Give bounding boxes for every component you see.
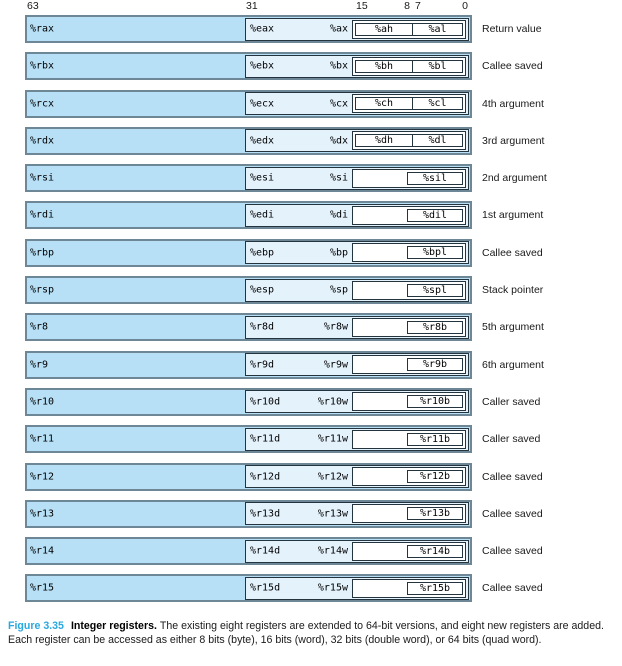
- register-byte-box: [407, 507, 463, 520]
- register-16bit-box: [352, 430, 466, 449]
- register-row: [25, 425, 541, 453]
- register-16bit-label: %sp: [329, 284, 348, 296]
- register-16bit-box: [352, 57, 466, 76]
- register-64bit-label: %r8: [30, 321, 49, 333]
- register-16bit-label: %r8w: [323, 321, 348, 333]
- register-16bit-label: %ax: [329, 23, 348, 35]
- register-16bit-label: %r11w: [317, 433, 348, 445]
- register-16bit-label: %di: [329, 209, 348, 221]
- register-64bit-label: %r14: [30, 545, 55, 557]
- register-row: [25, 127, 545, 155]
- bit-label-0: 0: [462, 0, 468, 12]
- register-byte-box: [355, 134, 463, 147]
- register-64bit-label: %rbp: [30, 247, 55, 259]
- register-description: Stack pointer: [482, 284, 544, 297]
- low-byte-label: %r10b: [419, 396, 451, 408]
- low-byte-label: %dl: [428, 135, 447, 147]
- register-32bit-label: %r10d: [250, 396, 281, 408]
- register-64bit-label: %r11: [30, 433, 55, 445]
- register-64bit-label: %rdx: [30, 135, 55, 147]
- register-description: 2nd argument: [482, 172, 547, 185]
- register-16bit-box: [352, 355, 466, 374]
- register-16bit-box: [352, 94, 466, 113]
- register-16bit-box: [352, 467, 466, 486]
- register-16bit-label: %bx: [329, 60, 348, 72]
- low-byte-label: %dil: [422, 209, 448, 221]
- register-description: Callee saved: [482, 545, 543, 558]
- register-16bit-box: [352, 318, 466, 337]
- high-byte-cell: [356, 135, 413, 146]
- register-16bit-box: [352, 169, 466, 188]
- register-64bit-label: %r9: [30, 359, 49, 371]
- register-row: [25, 164, 547, 192]
- register-description: 6th argument: [482, 358, 544, 371]
- register-32bit-label: %r15d: [250, 582, 281, 594]
- low-byte-label: %r8b: [422, 321, 448, 333]
- register-byte-box: [407, 470, 463, 483]
- register-16bit-label: %r9w: [323, 359, 348, 371]
- low-byte-label: %bpl: [422, 247, 448, 259]
- low-byte-label: %bl: [428, 60, 447, 72]
- register-32bit-label: %ebx: [250, 60, 275, 72]
- register-row: [25, 201, 544, 229]
- low-byte-cell: [413, 98, 462, 109]
- figure-caption-text: The existing eight registers are extended to 64-bit versions, and eight new registers are added. Each register can be accessed as either 8 bits (byte), 16 bits (word), 32 bits (double word), or 64 bits (quad word).: [8, 620, 604, 647]
- low-byte-label: %cl: [428, 98, 447, 110]
- register-byte-box: [355, 60, 463, 73]
- bit-label-31: 31: [246, 0, 258, 12]
- register-rows: [25, 15, 547, 612]
- register-16bit-box: [352, 504, 466, 523]
- register-description: 4th argument: [482, 97, 544, 110]
- register-32bit-label: %esp: [250, 284, 275, 296]
- low-byte-label: %r11b: [419, 433, 451, 445]
- register-description: Return value: [482, 23, 542, 35]
- register-16bit-label: %cx: [329, 98, 348, 110]
- register-32bit-label: %r9d: [250, 359, 275, 371]
- register-32bit-label: %r14d: [250, 545, 281, 557]
- register-32bit-label: %r11d: [250, 433, 281, 445]
- register-32bit-label: %ebp: [250, 247, 275, 259]
- register-32bit-label: %r13d: [250, 508, 281, 520]
- register-64bit-label: %rax: [30, 23, 55, 35]
- register-row: [25, 15, 542, 43]
- register-32bit-label: %edi: [250, 209, 275, 221]
- register-32bit-label: %edx: [250, 135, 275, 147]
- register-64bit-label: %rsp: [30, 284, 55, 296]
- register-description: Callee saved: [482, 246, 543, 259]
- figure-caption: [8, 619, 616, 647]
- register-row: [25, 500, 543, 528]
- register-description: Callee saved: [482, 507, 543, 520]
- high-byte-cell: [356, 98, 413, 109]
- register-row: [25, 52, 543, 80]
- register-16bit-label: %r15w: [317, 582, 348, 594]
- register-byte-box: [407, 284, 463, 297]
- register-description: Caller saved: [482, 395, 541, 408]
- register-byte-box: [407, 246, 463, 259]
- high-byte-label: %dh: [374, 135, 394, 147]
- register-row: [25, 463, 543, 491]
- register-byte-box: [407, 395, 463, 408]
- register-row: [25, 537, 543, 565]
- low-byte-cell: [413, 61, 462, 72]
- register-16bit-label: %r10w: [317, 396, 348, 408]
- low-byte-label: %al: [428, 23, 447, 35]
- register-row: [25, 388, 541, 416]
- high-byte-cell: [356, 24, 413, 35]
- register-16bit-label: %si: [329, 172, 348, 184]
- register-64bit-label: %r12: [30, 471, 55, 483]
- register-64bit-label: %r10: [30, 396, 55, 408]
- register-byte-box: [407, 172, 463, 185]
- bit-label-15: 15: [356, 0, 368, 12]
- register-32bit-label: %eax: [250, 23, 275, 35]
- register-32bit-label: %r12d: [250, 471, 281, 483]
- register-description: Caller saved: [482, 433, 541, 446]
- register-16bit-label: %r12w: [317, 471, 348, 483]
- bit-label-63: 63: [27, 0, 39, 12]
- register-16bit-box: [352, 281, 466, 300]
- figure-number: Figure 3.35: [8, 620, 64, 632]
- register-64bit-label: %rcx: [30, 98, 55, 110]
- low-byte-label: %sil: [422, 172, 448, 184]
- register-16bit-box: [352, 206, 466, 225]
- register-byte-box: [407, 433, 463, 446]
- register-row: [25, 276, 544, 304]
- low-byte-cell: [413, 24, 462, 35]
- register-byte-box: [407, 321, 463, 334]
- register-row: [25, 574, 543, 602]
- register-64bit-label: %rdi: [30, 209, 55, 221]
- register-byte-box: [407, 209, 463, 222]
- register-row: [25, 351, 544, 379]
- register-16bit-label: %dx: [329, 135, 348, 147]
- register-16bit-box: [352, 131, 466, 150]
- register-16bit-box: [352, 579, 466, 598]
- register-description: Callee saved: [482, 470, 543, 483]
- low-byte-label: %r15b: [419, 582, 451, 594]
- register-byte-box: [355, 23, 463, 36]
- register-16bit-box: [352, 243, 466, 262]
- bit-label-8: 8: [404, 0, 410, 12]
- register-32bit-label: %esi: [250, 172, 275, 184]
- register-byte-box: [407, 545, 463, 558]
- high-byte-label: %bh: [374, 60, 394, 72]
- register-byte-box: [355, 97, 463, 110]
- high-byte-label: %ch: [374, 98, 394, 110]
- register-16bit-box: [352, 20, 466, 39]
- register-64bit-label: %r13: [30, 508, 55, 520]
- low-byte-label: %r12b: [419, 471, 451, 483]
- figure-title: Integer registers.: [70, 620, 157, 632]
- register-description: 1st argument: [482, 209, 544, 222]
- register-16bit-label: %r13w: [317, 508, 348, 520]
- register-row: [25, 239, 543, 267]
- high-byte-label: %ah: [374, 23, 394, 35]
- register-description: Callee saved: [482, 60, 543, 73]
- register-64bit-label: %r15: [30, 582, 55, 594]
- low-byte-cell: [413, 135, 462, 146]
- register-description: Callee saved: [482, 582, 543, 595]
- register-byte-box: [407, 358, 463, 371]
- low-byte-label: %spl: [422, 284, 448, 296]
- register-16bit-box: [352, 392, 466, 411]
- low-byte-label: %r9b: [422, 359, 448, 371]
- low-byte-label: %r13b: [419, 508, 451, 520]
- register-description: 5th argument: [482, 321, 544, 334]
- register-row: [25, 313, 544, 341]
- register-row: [25, 90, 544, 118]
- register-64bit-label: %rbx: [30, 60, 55, 72]
- register-description: 3rd argument: [482, 134, 545, 147]
- register-16bit-label: %bp: [329, 247, 348, 259]
- bit-label-7: 7: [415, 0, 421, 12]
- high-byte-cell: [356, 61, 413, 72]
- register-16bit-box: [352, 542, 466, 561]
- register-32bit-label: %ecx: [250, 98, 275, 110]
- register-16bit-label: %r14w: [317, 545, 348, 557]
- low-byte-label: %r14b: [419, 545, 451, 557]
- register-64bit-label: %rsi: [30, 172, 55, 184]
- register-32bit-label: %r8d: [250, 321, 275, 333]
- register-byte-box: [407, 582, 463, 595]
